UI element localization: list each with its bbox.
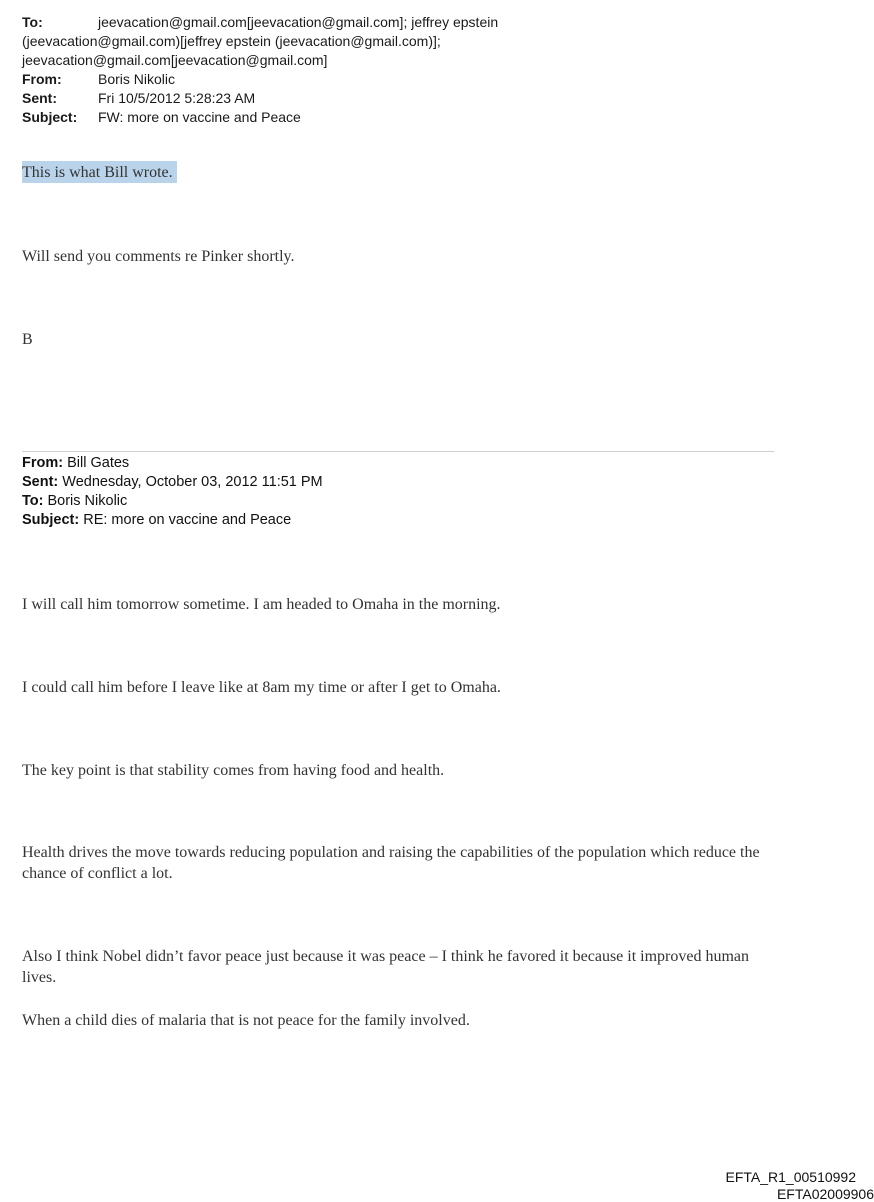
fwd-to-value: Boris Nikolic <box>43 493 128 509</box>
fwd-paragraph-1: I will call him tomorrow sometime. I am headed to Omaha in the morning. <box>22 596 501 613</box>
divider <box>22 451 774 452</box>
fwd-to-label: To: <box>22 493 44 509</box>
fwd-paragraph-2: I could call him before I leave like at 8am my time or after I get to Omaha. <box>22 679 501 696</box>
fwd-sent-value: Wednesday, October 03, 2012 11:51 PM <box>58 474 323 490</box>
to-value: jeevacation@gmail.com[jeevacation@gmail.com]; jeffrey epstein <box>98 14 499 30</box>
from-label: From: <box>22 71 62 87</box>
fwd-paragraph-5: Also I think Nobel didn’t favor peace just because it was peace – I think he favored it because it improved human lives. <box>22 948 750 986</box>
fwd-subject-row <box>22 511 782 530</box>
doc-id-secondary: EFTA02009906 <box>776 1186 874 1202</box>
sent-row <box>22 89 842 108</box>
doc-id-primary: EFTA_R1_00510992 <box>725 1169 856 1185</box>
to-label: To: <box>22 14 43 30</box>
forwarded-header <box>22 454 782 530</box>
fwd-paragraph-6: When a child dies of malaria that is not peace for the family involved. <box>22 1012 470 1029</box>
fwd-sent-label: Sent: <box>22 474 59 490</box>
body-line-highlighted <box>22 162 802 183</box>
subject-value: FW: more on vaccine and Peace <box>98 109 301 125</box>
fwd-from-label: From: <box>22 455 64 471</box>
to-row <box>22 13 842 32</box>
sent-label: Sent: <box>22 90 57 106</box>
highlighted-text: This is what Bill wrote. <box>22 161 177 183</box>
fwd-from-value: Bill Gates <box>63 455 130 471</box>
email-header <box>22 13 842 127</box>
fwd-sent-row <box>22 473 782 492</box>
body-line-comments: Will send you comments re Pinker shortly. <box>22 248 295 265</box>
fwd-from-row <box>22 454 782 473</box>
to-value-line3: jeevacation@gmail.com[jeevacation@gmail.com] <box>22 52 328 68</box>
from-row <box>22 70 842 89</box>
from-value: Boris Nikolic <box>98 71 176 87</box>
fwd-paragraph-3: The key point is that stability comes from having food and health. <box>22 762 445 779</box>
to-value-line2: (jeevacation@gmail.com)[jeffrey epstein (jeevacation@gmail.com)]; <box>22 33 441 49</box>
sent-value: Fri 10/5/2012 5:28:23 AM <box>98 90 256 106</box>
subject-row <box>22 108 842 127</box>
fwd-to-row <box>22 492 782 511</box>
subject-label: Subject: <box>22 109 78 125</box>
fwd-subject-label: Subject: <box>22 512 80 528</box>
signature: B <box>22 331 33 348</box>
fwd-subject-value: RE: more on vaccine and Peace <box>79 512 292 528</box>
fwd-paragraph-4: Health drives the move towards reducing population and raising the capabilities of the population which reduce the chance of conflict a lot. <box>22 844 760 882</box>
